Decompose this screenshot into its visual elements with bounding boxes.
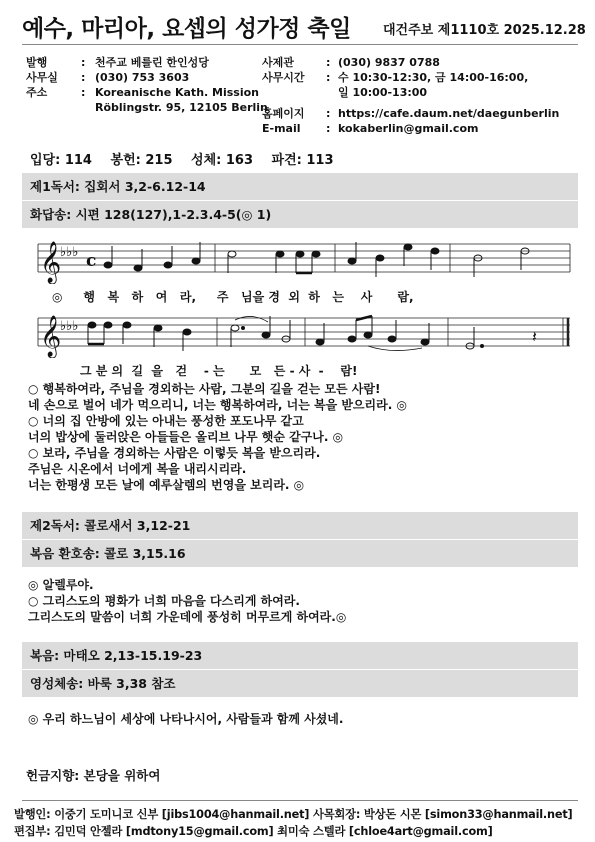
- lyrics-line-1: ◎ 행 복 하 여 라, 주 님을 경 외 하 는 사 람,: [52, 290, 414, 304]
- issue-info: 대건주보 제1110호 2025.12.28: [383, 23, 586, 38]
- first-reading-band: 제1독서: 집회서 3,2-6.12-14: [22, 173, 578, 200]
- verse-line: ◎ 알렐루야.: [28, 578, 94, 592]
- communion-antiphon: ◎ 우리 하느님이 세상에 나타나시어, 사람들과 함께 사셨네.: [28, 712, 344, 726]
- verse-line: 너의 밥상에 둘러앉은 아들들은 올리브 나무 햇순 같구나. ◎: [28, 430, 344, 444]
- quarter-rest-icon: 𝄽: [532, 327, 537, 346]
- verse-line: ○ 너의 집 안방에 있는 아내는 풍성한 포도나무 같고: [28, 414, 304, 428]
- stat-entrance: 입당: 114: [30, 153, 92, 168]
- info-label: 홈페이지: [262, 107, 305, 120]
- second-reading-band: 제2독서: 콜로새서 3,12-21: [22, 512, 578, 539]
- verse-line: ○ 행복하여라, 주님을 경외하는 사람, 그분의 길을 걷는 모든 사람!: [28, 382, 381, 396]
- gospel-band: 복음: 마태오 2,13-15.19-23: [22, 642, 578, 669]
- info-left: 발행 : 천주교 베를린 한인성당 사무실 : (030) 753 3603 주소 : Koreanische Kath. Mission Röblingstr. 95, 12105 Berlin: [26, 56, 268, 114]
- footer: [14, 806, 573, 840]
- info-label: 주소: [26, 86, 48, 99]
- footer-line-2: 편집부: 김민덕 안젤라 [mdtony15@gmail.com] 최미숙 스텔라 [chloe4art@gmail.com]: [14, 825, 493, 838]
- info-value: (030) 9837 0788: [338, 56, 440, 69]
- flat-icon: ♭♭♭: [60, 245, 79, 260]
- info-value: Koreanische Kath. Mission: [95, 86, 260, 99]
- info-label: 사제관: [262, 56, 294, 69]
- music-staff-1: [30, 236, 575, 284]
- psalm-band: 화답송: 시편 128(127),1-2.3.4-5(◎ 1): [22, 201, 578, 228]
- verse-line: ○ 보라, 주님을 경외하는 사람은 이렇듯 복을 받으리라.: [28, 446, 321, 460]
- common-time-icon: c: [86, 251, 97, 271]
- footer-divider: [22, 800, 578, 801]
- music-staff-2: [30, 310, 575, 358]
- verse-line: ○ 그리스도의 평화가 너희 마음을 다스리게 하여라.: [28, 594, 300, 608]
- info-value: 일 10:00-13:00: [338, 86, 428, 99]
- lyrics-line-2: 그 분 의 길 을 걷 - 는 모 든 - 사 - 람!: [80, 364, 358, 378]
- info-label: E-mail: [262, 122, 301, 135]
- communion-band: 영성체송: 바룩 3,38 참조: [22, 670, 578, 697]
- attendance-stats: [30, 149, 348, 168]
- verse-line: 주님은 시온에서 너에게 복을 내리시리라.: [28, 462, 247, 476]
- bulletin-title: 예수, 마리아, 요셉의 성가정 축일: [22, 16, 351, 42]
- footer-line-1: 발행인: 이중기 도미니코 신부 [jibs1004@hanmail.net] 사목회장: 박상돈 시몬 [simon33@hanmail.net]: [14, 808, 573, 821]
- verse-line: 네 손으로 벌어 네가 먹으리니, 너는 행복하여라, 너는 복을 받으리라. ◎: [28, 398, 407, 412]
- verse-line: 그리스도의 말씀이 너희 가운데에 풍성히 머무르게 하여라.◎: [28, 610, 347, 624]
- homepage-link[interactable]: https://cafe.daum.net/daegunberlin: [338, 107, 560, 120]
- info-label: 사무시간: [262, 71, 305, 84]
- alleluia-verses: [28, 577, 346, 625]
- alleluia-band: 복음 환호송: 콜로 3,15.16: [22, 540, 578, 567]
- psalm-verses: [28, 381, 407, 493]
- info-label: 발행: [26, 56, 48, 69]
- info-label: 사무실: [26, 71, 58, 84]
- treble-clef-icon: 𝄞: [40, 242, 62, 283]
- info-value: 수 10:30-12:30, 금 14:00-16:00,: [338, 71, 529, 84]
- info-value: 천주교 베를린 한인성당: [95, 56, 209, 69]
- info-right: 사제관 : (030) 9837 0788 사무시간 : 수 10:30-12:30, 금 14:00-16:00, 일 10:00-13:00 홈페이지 : https://cafe.daum.net/daegunberlin E-mail : kokaberlin@gmail.com: [262, 56, 560, 135]
- offering-intention: 헌금지향: 본당을 위하여: [26, 768, 161, 783]
- stat-communion: 성체: 163: [191, 153, 254, 168]
- treble-clef-icon: 𝄞: [40, 316, 62, 357]
- info-value: (030) 753 3603: [95, 71, 190, 84]
- stat-dismissal: 파견: 113: [271, 153, 334, 168]
- verse-line: 너는 한평생 모든 날에 예루살렘의 번영을 보리라. ◎: [28, 478, 305, 492]
- stat-offering: 봉헌: 215: [110, 153, 173, 168]
- email-link[interactable]: kokaberlin@gmail.com: [338, 122, 479, 135]
- header-divider: [22, 44, 578, 45]
- info-value: Röblingstr. 95, 12105 Berlin: [95, 101, 268, 114]
- flat-icon: ♭♭♭: [60, 319, 79, 334]
